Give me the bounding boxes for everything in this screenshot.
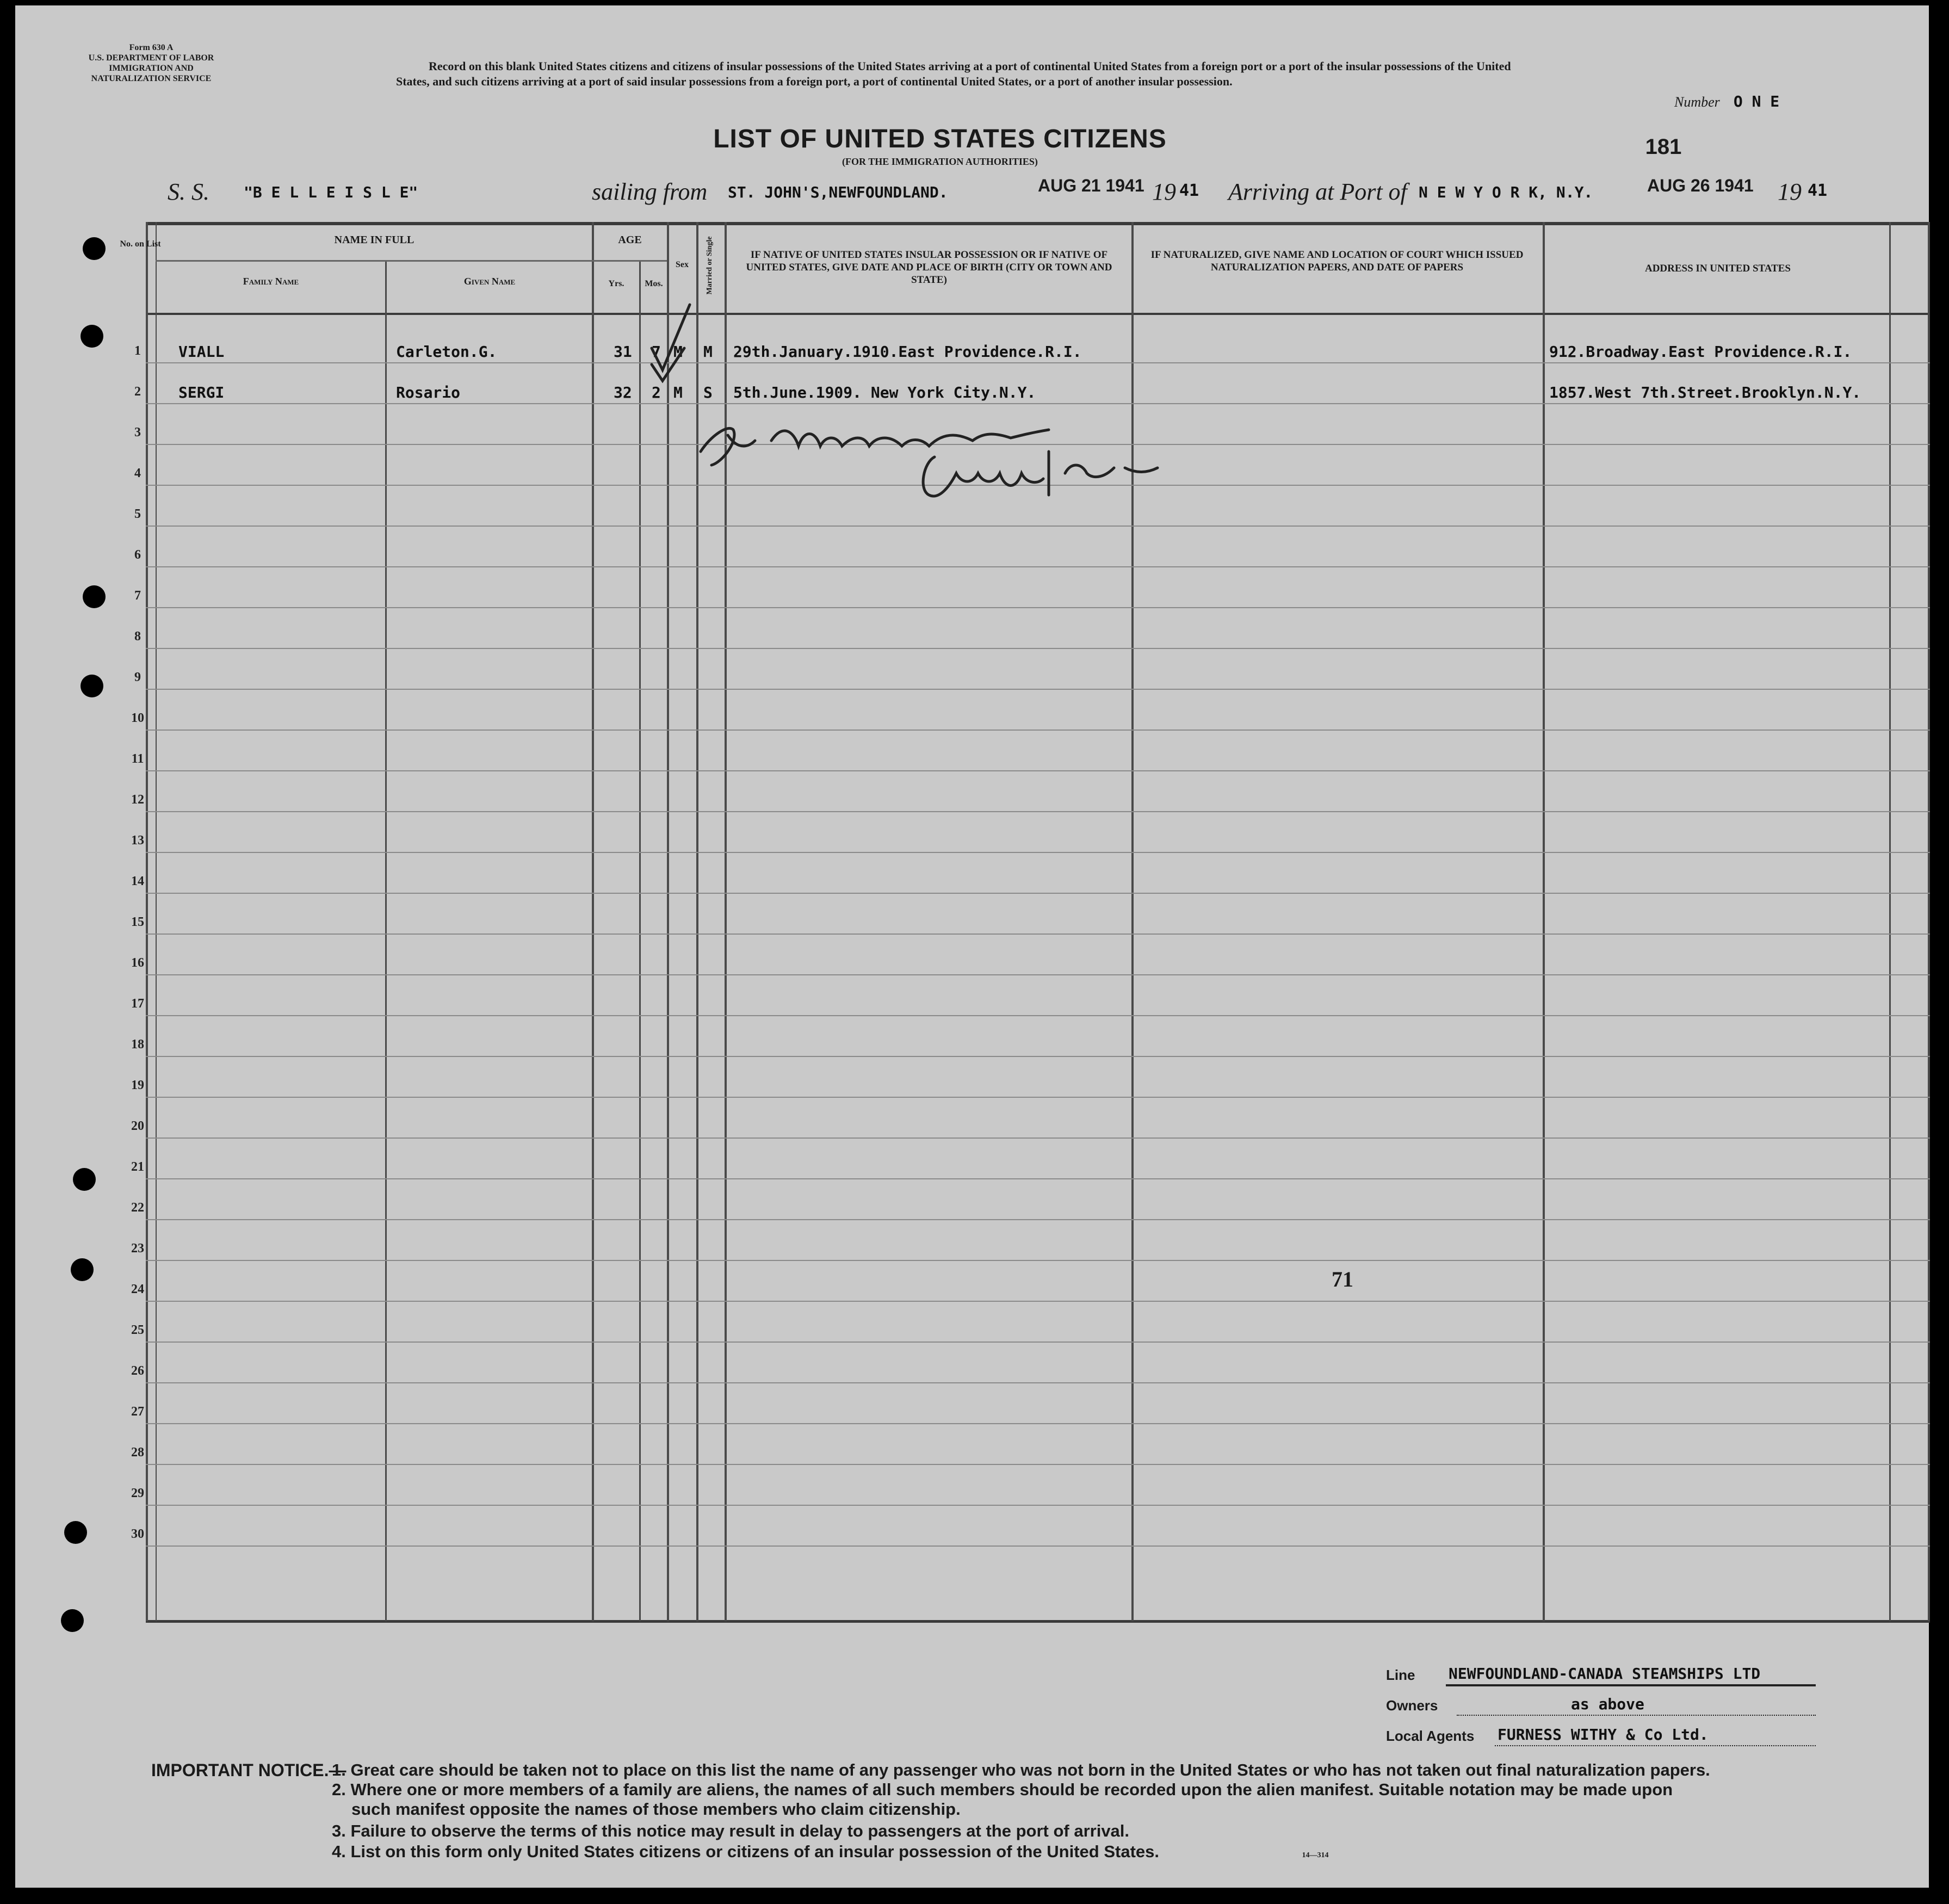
- row-rule: [146, 730, 1930, 731]
- row-number: 13: [131, 833, 144, 848]
- notice-item-2-continued: such manifest opposite the names of those members who claim citizenship.: [351, 1800, 961, 1819]
- row-number: 15: [131, 915, 144, 929]
- row-rule: [146, 1260, 1930, 1261]
- header-address: ADDRESS IN UNITED STATES: [1644, 263, 1791, 274]
- row-number: 9: [134, 670, 141, 684]
- table-top-rule: [146, 222, 1930, 225]
- row-rule: [146, 1015, 1930, 1016]
- row-number: 7: [134, 589, 141, 603]
- manifest-page: [15, 5, 1929, 1888]
- row-number: 26: [131, 1364, 144, 1378]
- row-number: 1: [134, 344, 141, 358]
- age-years-cell: 31: [614, 343, 632, 361]
- row-number: 25: [131, 1323, 144, 1337]
- given-name-cell: Rosario: [396, 384, 461, 401]
- punch-hole: [73, 1168, 96, 1191]
- agents-label: Local Agents: [1386, 1728, 1475, 1744]
- age-header-rule: [592, 260, 667, 262]
- row-number: 18: [131, 1037, 144, 1052]
- row-number: 4: [134, 466, 141, 480]
- check-mark: [652, 305, 690, 370]
- header-given-name: Given Name: [463, 276, 516, 287]
- age-years-cell: 32: [614, 384, 632, 401]
- agents-underline: [1495, 1745, 1816, 1747]
- row-rule: [146, 607, 1930, 608]
- line-value: NEWFOUNDLAND-CANADA STEAMSHIPS LTD: [1449, 1665, 1761, 1683]
- row-number: 10: [131, 711, 144, 725]
- form-id-line: Form 630 A: [129, 43, 174, 52]
- line-label: Line: [1386, 1667, 1415, 1683]
- notice-item-4: 4. List on this form only United States citizens or citizens of an insular possession of the United States.: [332, 1842, 1159, 1861]
- form-id-line: U.S. DEPARTMENT OF LABOR: [88, 53, 214, 63]
- row-number: 8: [134, 629, 141, 644]
- sailing-year-prefix: 19: [1152, 178, 1176, 205]
- departure-port: ST. JOHN'S,NEWFOUNDLAND.: [728, 183, 948, 201]
- address-cell: 1857.West 7th.Street.Brooklyn.N.Y.: [1549, 384, 1861, 401]
- row-number: 5: [134, 507, 141, 521]
- local-agents: [1386, 1724, 1876, 1750]
- ss-label: S. S.: [168, 178, 209, 205]
- row-rule: [146, 893, 1930, 894]
- page-title: LIST OF UNITED STATES CITIZENS: [713, 125, 1167, 153]
- check-mark: [652, 348, 684, 381]
- name-age-divider: [592, 222, 594, 1621]
- row-number: 2: [134, 385, 141, 399]
- punch-hole: [83, 585, 106, 608]
- number-label: Number: [1674, 94, 1720, 110]
- header-naturalization: IF NATURALIZED, GIVE NAME AND LOCATION OF COURT WHICH ISSUED NATURALIZATION PAPERS, AND DATE OF PAPERS: [1150, 249, 1524, 273]
- naturalized-address-divider: [1543, 222, 1545, 1621]
- row-number: 29: [131, 1486, 144, 1500]
- row-rule: [146, 770, 1930, 771]
- form-id-line: IMMIGRATION AND: [109, 64, 194, 73]
- row-rule: [146, 1382, 1930, 1383]
- number-value: O N E: [1733, 92, 1780, 110]
- birth-cell: 5th.June.1909. New York City.N.Y.: [733, 384, 1036, 401]
- notice-item-1: 1. Great care should be taken not to place on this list the name of any passenger who was not born in the United States or who has not taken out final naturalization papers.: [332, 1760, 1710, 1779]
- age-sex-divider: [667, 222, 669, 1621]
- row-number: 11: [131, 752, 144, 766]
- row-number: 23: [131, 1241, 144, 1256]
- row-number: 16: [131, 956, 144, 970]
- given-name-cell: Carleton.G.: [396, 343, 497, 361]
- line-owners-agents: [1386, 1664, 1876, 1756]
- sailing-date-stamp: AUG 21 1941: [1038, 176, 1144, 195]
- sex-cell: M: [673, 384, 683, 401]
- row-rule: [146, 1056, 1930, 1057]
- header-bottom-rule: [146, 313, 1930, 315]
- age-months-cell: 7: [652, 343, 661, 361]
- family-name-cell: SERGI: [178, 384, 225, 401]
- punch-hole: [71, 1258, 94, 1281]
- row-number: 21: [131, 1160, 144, 1174]
- punch-hole: [64, 1521, 87, 1544]
- row-rule: [146, 1423, 1930, 1424]
- inspector-signature: [690, 413, 1168, 517]
- table-right-border: [1928, 222, 1930, 1621]
- voyage-line: [15, 171, 1929, 215]
- sailing-year: 41: [1179, 181, 1199, 200]
- header-name-in-full: NAME IN FULL: [334, 234, 414, 246]
- header-family-name: Family Name: [243, 276, 299, 287]
- row-number: 27: [131, 1405, 144, 1419]
- row-number: 3: [134, 425, 141, 440]
- line-underline: [1446, 1684, 1816, 1686]
- margin-note: 71: [1332, 1267, 1353, 1291]
- row-number: 19: [131, 1078, 144, 1092]
- owners-label: Owners: [1386, 1697, 1438, 1714]
- row-rule: [146, 1219, 1930, 1220]
- row-rule: [146, 1138, 1930, 1139]
- sex-cell: M: [673, 343, 683, 361]
- birth-cell: 29th.January.1910.East Providence.R.I.: [733, 343, 1082, 361]
- row-rule: [146, 566, 1930, 567]
- address-cell: 912.Broadway.East Providence.R.I.: [1549, 343, 1852, 361]
- row-rule: [146, 974, 1930, 975]
- notice-item-2: 2. Where one or more members of a family are aliens, the names of all such members should be recorded upon the alien manifest. Suitable notation may be made upon: [332, 1780, 1673, 1799]
- agents-value: FURNESS WITHY & Co Ltd.: [1498, 1726, 1709, 1744]
- row-rule: [146, 689, 1930, 690]
- arrival-date-stamp: AUG 26 1941: [1647, 176, 1754, 195]
- page-number: 181: [1645, 135, 1682, 159]
- arriving-label: Arriving at Port of: [1228, 178, 1407, 205]
- arrival-year-prefix: 19: [1778, 178, 1802, 205]
- row-rule: [146, 526, 1930, 527]
- row-rule: [146, 934, 1930, 935]
- row-number: 6: [134, 548, 141, 562]
- married-cell: S: [703, 384, 713, 401]
- row-number: 28: [131, 1445, 144, 1460]
- family-given-divider: [385, 261, 387, 1621]
- age-months-cell: 2: [652, 384, 661, 401]
- row-number: 30: [131, 1527, 144, 1541]
- row-number: 14: [131, 874, 144, 888]
- header-no-on-list: No. on List: [120, 239, 161, 249]
- page-subtitle: (FOR THE IMMIGRATION AUTHORITIES): [842, 156, 1038, 167]
- arrival-year: 41: [1808, 181, 1828, 200]
- owners-value: as above: [1571, 1695, 1644, 1713]
- punch-hole: [81, 675, 103, 697]
- row-rule: [146, 811, 1930, 812]
- name-header-rule: [156, 260, 592, 262]
- ship-name: "B E L L E I S L E": [244, 183, 418, 201]
- table-bottom-rule: [146, 1620, 1930, 1623]
- married-cell: M: [703, 343, 713, 361]
- family-name-cell: VIALL: [178, 343, 225, 361]
- row-rule: [146, 648, 1930, 649]
- row-rule: [146, 1097, 1930, 1098]
- notice-item-3: 3. Failure to observe the terms of this notice may result in delay to passengers at the port of arrival.: [332, 1821, 1130, 1840]
- notice-title: IMPORTANT NOTICE.—: [151, 1760, 347, 1780]
- row-number: 24: [131, 1282, 144, 1296]
- row-number: 22: [131, 1201, 144, 1215]
- row-rule: [146, 1301, 1930, 1302]
- row-number: 12: [131, 793, 144, 807]
- table-row: [15, 343, 1929, 364]
- row-rule: [146, 1342, 1930, 1343]
- sailing-label: sailing from: [592, 178, 708, 205]
- row-rule: [146, 1505, 1930, 1506]
- form-number: [1674, 92, 1870, 114]
- owners: [1386, 1694, 1876, 1719]
- row-number: 20: [131, 1119, 144, 1133]
- table-row: [15, 384, 1929, 405]
- row-rule: [146, 1546, 1930, 1547]
- header-sex: Sex: [676, 260, 689, 269]
- header-age-months: Mos.: [645, 279, 663, 288]
- header-age: AGE: [618, 234, 642, 246]
- form-instructions: Record on this blank United States citizens and citizens of insular possessions of the United States arriving at a port of continental United States from a foreign port or a port of the insular possessions of the United States, and such citizens arriving at a port of said insular possessions from a foreign port, a port of continental United States, or a port of another insular possession.: [396, 59, 1511, 88]
- punch-hole: [83, 237, 106, 260]
- punch-hole: [81, 325, 103, 348]
- address-margin-divider: [1889, 222, 1891, 1621]
- punch-hole: [61, 1609, 84, 1632]
- check-marks: [641, 299, 701, 386]
- owners-underline: [1457, 1715, 1816, 1717]
- form-id-line: NATURALIZATION SERVICE: [91, 74, 212, 83]
- header-birth: IF NATIVE OF UNITED STATES INSULAR POSSESSION OR IF NATIVE OF UNITED STATES, GIVE DATE AND PLACE OF BIRTH (CITY OR TOWN AND STATE): [746, 249, 1112, 286]
- row-rule: [146, 1178, 1930, 1179]
- form-identifier: [86, 42, 216, 84]
- row-rule: [146, 852, 1930, 853]
- arrival-port: N E W Y O R K, N.Y.: [1419, 183, 1593, 201]
- row-number: 17: [131, 997, 144, 1011]
- row-rule: [146, 1464, 1930, 1465]
- yrs-mos-divider: [639, 261, 641, 1621]
- form-code: 14—314: [1302, 1851, 1329, 1859]
- header-age-years: Yrs.: [608, 279, 624, 288]
- steamship-line: [1386, 1664, 1876, 1689]
- header-married-single: Married or Single: [706, 236, 714, 295]
